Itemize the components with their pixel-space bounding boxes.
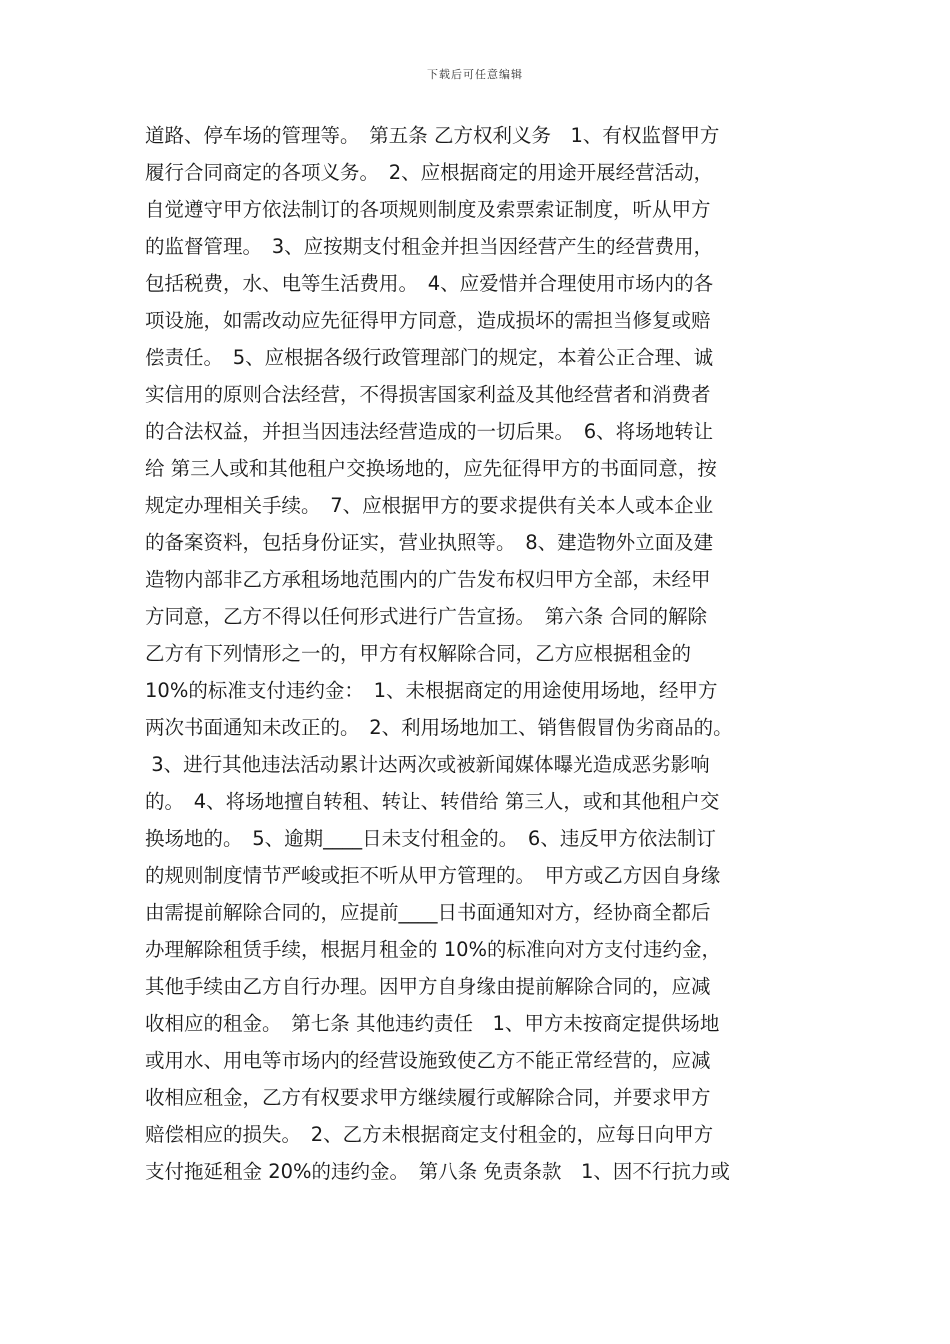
text-line: 履行合同商定的各项义务。 2、应根据商定的用途开展经营活动， <box>145 161 714 184</box>
page-header: 下载后可任意编辑 <box>427 68 523 81</box>
text-line: 10%的标准支付违约金： 1、未根据商定的用途使用场地，经甲方 <box>145 679 718 702</box>
text-line: 的规则制度情节严峻或拒不听从甲方管理的。 甲方或乙方因自身缘 <box>145 864 721 887</box>
text-line: 乙方有下列情形之一的，甲方有权解除合同，乙方应根据租金的 <box>145 642 692 665</box>
text-line: 由需提前解除合同的，应提前____日书面通知对方，经协商全都后 <box>145 901 711 924</box>
text-line: 其他手续由乙方自行办理。因甲方自身缘由提前解除合同的，应减 <box>145 975 711 998</box>
text-line: 规定办理相关手续。 7、应根据甲方的要求提供有关本人或本企业 <box>145 494 714 517</box>
text-line: 两次书面通知未改正的。 2、利用场地加工、销售假冒伪劣商品的。 <box>145 716 733 739</box>
text-line: 赔偿相应的损失。 2、乙方未根据商定支付租金的，应每日向甲方 <box>145 1123 714 1146</box>
text-line: 项设施，如需改动应先征得甲方同意，造成损坏的需担当修复或赔 <box>145 309 711 332</box>
text-line: 或用水、用电等市场内的经营设施致使乙方不能正常经营的，应减 <box>145 1049 711 1072</box>
text-line: 道路、停车场的管理等。 第五条 乙方权利义务 1、有权监督甲方 <box>145 124 720 147</box>
document-body <box>145 117 815 1190</box>
text-line: 实信用的原则合法经营，不得损害国家利益及其他经营者和消费者 <box>145 383 711 406</box>
text-line: 换场地的。 5、逾期____日未支付租金的。 6、违反甲方依法制订 <box>145 827 716 850</box>
text-line: 收相应租金，乙方有权要求甲方继续履行或解除合同，并要求甲方 <box>145 1086 711 1109</box>
text-line: 自觉遵守甲方依法制订的各项规则制度及索票索证制度，听从甲方 <box>145 198 711 221</box>
text-line: 给 第三人或和其他租户交换场地的，应先征得甲方的书面同意，按 <box>145 457 717 480</box>
text-line: 的合法权益，并担当因违法经营造成的一切后果。 6、将场地转让 <box>145 420 714 443</box>
text-line: 收相应的租金。 第七条 其他违约责任 1、甲方未按商定提供场地 <box>145 1012 720 1035</box>
text-line: 偿责任。 5、应根据各级行政管理部门的规定，本着公正合理、诚 <box>145 346 714 369</box>
text-line: 的监督管理。 3、应按期支付租金并担当因经营产生的经营费用， <box>145 235 714 258</box>
text-line: 支付拖延租金 20%的违约金。 第八条 免责条款 1、因不行抗力或 <box>145 1160 730 1183</box>
text-line: 的。 4、将场地擅自转租、转让、转借给 第三人，或和其他租户交 <box>145 790 720 813</box>
text-line: 的备案资料，包括身份证实，营业执照等。 8、建造物外立面及建 <box>145 531 714 554</box>
text-line: 3、进行其他违法活动累计达两次或被新闻媒体曝光造成恶劣影响 <box>145 753 710 776</box>
text-line: 造物内部非乙方承租场地范围内的广告发布权归甲方全部，未经甲 <box>145 568 711 591</box>
text-line: 方同意，乙方不得以任何形式进行广告宣扬。 第六条 合同的解除 <box>145 605 707 628</box>
text-line: 包括税费，水、电等生活费用。 4、应爱惜并合理使用市场内的各 <box>145 272 714 295</box>
text-line: 办理解除租赁手续，根据月租金的 10%的标准向对方支付违约金， <box>145 938 722 961</box>
